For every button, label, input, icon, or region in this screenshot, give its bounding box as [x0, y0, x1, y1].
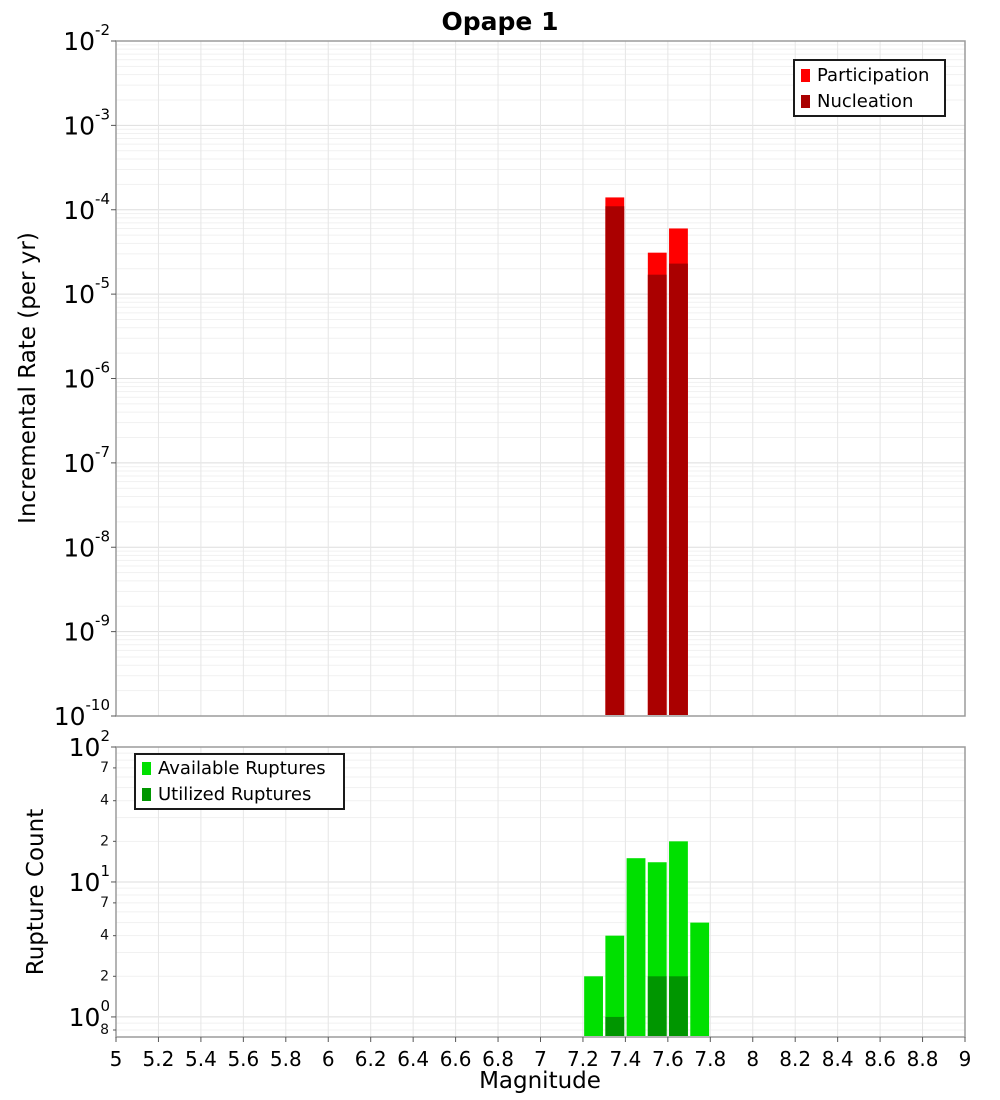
- x-tick-label: 8.8: [906, 1047, 939, 1071]
- utilized-ruptures-bar: [648, 976, 667, 1036]
- available-ruptures-bar: [690, 923, 709, 1036]
- x-tick-label: 7.2: [567, 1047, 599, 1071]
- y-tick-label: $10^{-4}$: [63, 189, 110, 225]
- x-tick-label: 6.4: [397, 1047, 430, 1071]
- utilized-ruptures-bar: [605, 1017, 624, 1036]
- x-axis-title: Magnitude: [479, 1068, 601, 1094]
- x-tick-label: 6.8: [482, 1047, 514, 1071]
- legend-item-utilized: [142, 782, 337, 808]
- available-ruptures-bar: [627, 858, 646, 1036]
- y-minor-tick-label: 4: [100, 927, 109, 944]
- x-tick-label: 6: [321, 1047, 335, 1071]
- x-tick-label: 9: [958, 1047, 972, 1071]
- utilized-ruptures-swatch-icon: [142, 788, 151, 801]
- legend-label-nucleation: Nucleation: [817, 90, 914, 112]
- x-tick-label: 8.4: [821, 1047, 854, 1071]
- x-tick-label: 8.2: [779, 1047, 812, 1071]
- rate-y-axis-title: Incremental Rate (per yr): [15, 232, 41, 524]
- nucleation-swatch-icon: [801, 95, 810, 108]
- nucleation-bar: [648, 275, 667, 715]
- y-minor-tick-label: 2: [100, 833, 109, 850]
- count-y-axis-title: Rupture Count: [23, 808, 49, 976]
- legend-item-participation: [801, 62, 938, 88]
- x-tick-label: 5.2: [142, 1047, 175, 1071]
- x-tick-label: 6.6: [439, 1047, 472, 1071]
- chart-title: Opape 1: [441, 7, 559, 36]
- x-tick-label: 5.6: [227, 1047, 260, 1071]
- nucleation-bar: [605, 206, 624, 715]
- y-tick-label: $10^2$: [68, 727, 110, 762]
- y-minor-tick-label: 7: [100, 894, 109, 911]
- x-tick-label: 8.6: [864, 1047, 897, 1071]
- y-tick-label: $10^{-2}$: [63, 21, 110, 56]
- y-tick-label: $10^{-3}$: [63, 105, 110, 140]
- rate-legend: [793, 59, 946, 117]
- available-ruptures-bar: [584, 976, 603, 1036]
- y-minor-tick-label: 8: [100, 1022, 109, 1039]
- x-tick-label: 6.2: [354, 1047, 387, 1071]
- incremental-rate-plot: [54, 21, 965, 731]
- y-tick-label: $10^1$: [68, 861, 110, 897]
- y-minor-tick-label: 7: [100, 759, 109, 776]
- x-tick-label: 5.8: [269, 1047, 302, 1071]
- y-tick-label: $10^{-5}$: [63, 274, 110, 309]
- count-legend: [134, 753, 345, 810]
- y-minor-tick-label: 4: [100, 792, 109, 809]
- participation-swatch-icon: [801, 69, 810, 82]
- y-tick-label: $10^{-8}$: [63, 527, 110, 562]
- x-tick-label: 7.8: [694, 1047, 727, 1071]
- x-tick-label: 5.4: [184, 1047, 217, 1071]
- x-tick-label: 7.6: [651, 1047, 684, 1071]
- legend-label-participation: Participation: [817, 64, 930, 86]
- nucleation-bar: [669, 264, 688, 715]
- x-tick-label: 7.4: [609, 1047, 642, 1071]
- x-tick-label: 7: [534, 1047, 547, 1071]
- y-tick-label: $10^0$: [68, 996, 110, 1032]
- legend-label-utilized: Utilized Ruptures: [158, 783, 312, 805]
- y-tick-label: $10^{-6}$: [63, 358, 110, 393]
- legend-item-nucleation: [801, 88, 938, 114]
- x-tick-label: 8: [746, 1047, 760, 1071]
- y-tick-label: $10^{-10}$: [53, 696, 110, 731]
- legend-label-available: Available Ruptures: [158, 758, 326, 780]
- legend-item-available: [142, 756, 337, 782]
- available-ruptures-swatch-icon: [142, 762, 151, 775]
- y-tick-label: $10^{-7}$: [63, 442, 110, 478]
- x-tick-label: 5: [109, 1047, 123, 1071]
- y-tick-label: $10^{-9}$: [63, 611, 110, 647]
- y-minor-tick-label: 2: [100, 968, 109, 985]
- utilized-ruptures-bar: [669, 976, 688, 1036]
